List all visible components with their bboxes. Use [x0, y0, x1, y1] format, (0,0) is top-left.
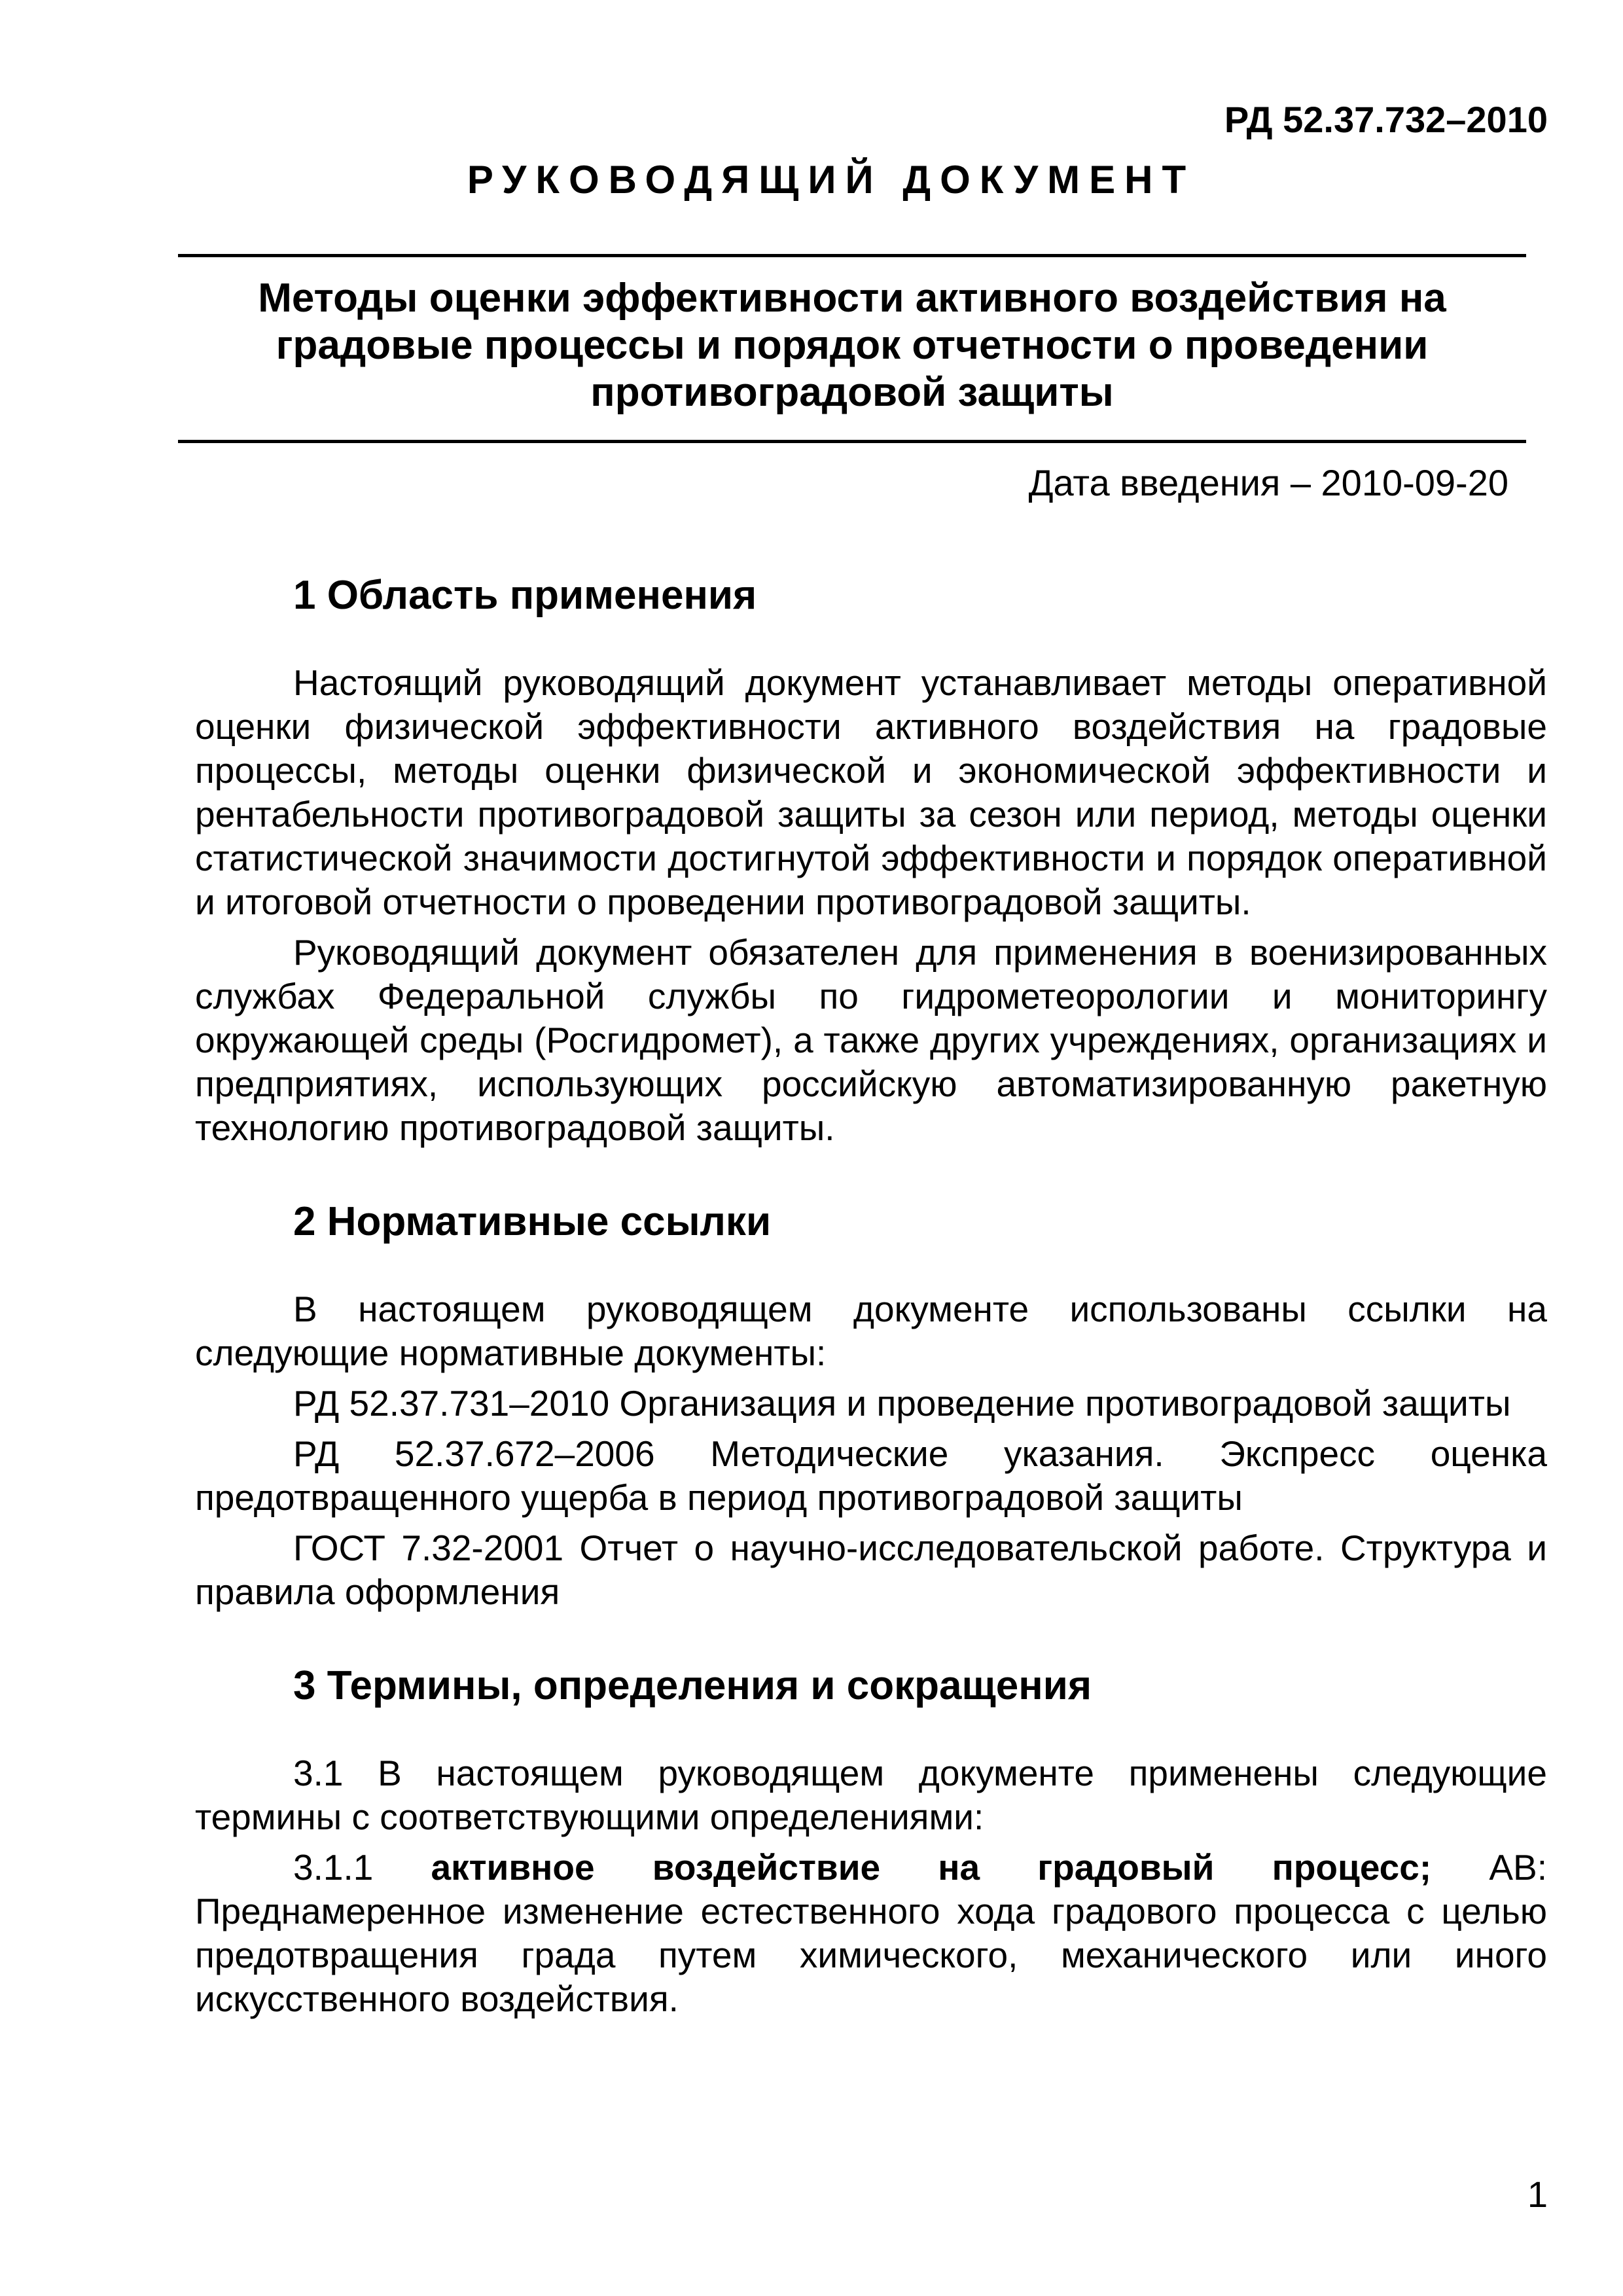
- term-definition-text: Преднамеренное изменение естественного хода градового процесса с целью предотвращения града путем химического, механического или иного искусственного воздействия.: [195, 1891, 1547, 2019]
- document-type: РУКОВОДЯЩИЙ ДОКУМЕНТ: [467, 158, 1196, 202]
- reference-item: ГОСТ 7.32-2001 Отчет о научно-исследовательской работе. Структура и правила оформления: [195, 1528, 1547, 1612]
- term-definition: [195, 1846, 1547, 2021]
- title-line: Методы оценки эффективности активного воздействия на: [258, 276, 1446, 321]
- section-heading-references: 2 Нормативные ссылки: [293, 1199, 772, 1244]
- scope-paragraph-1: Настоящий руководящий документ устанавливает методы оперативной оценки физической эффективности активного воздействия на градовые процессы, методы оценки физической и экономической эффективности и рентабельности противоградовой защиты за сезон или период, методы оценки статистической значимости достигнутой эффективности и порядок оперативной и итоговой отчетности о проведении противоградовой защиты.: [195, 662, 1547, 922]
- document-title: [178, 275, 1526, 416]
- scope-paragraph-2: Руководящий документ обязателен для применения в военизированных службах Федеральной службы по гидрометеорологии и мониторингу окружающей среды (Росгидромет), а также других учреждениях, организациях и предприятиях, использующих российскую автоматизированную ракетную технологию противоградовой защиты.: [195, 932, 1547, 1148]
- title-bottom-rule: [178, 440, 1526, 443]
- reference-item: РД 52.37.672–2006 Методические указания. Экспресс оценка предотвращенного ущерба в период противоградовой защиты: [195, 1433, 1547, 1518]
- page-number: 1: [1527, 2174, 1548, 2215]
- document-body: [195, 569, 1547, 2021]
- title-line: градовые процессы и порядок отчетности о проведении: [276, 323, 1429, 368]
- document-code: РД 52.37.732–2010: [1224, 99, 1548, 140]
- reference-item: РД 52.37.731–2010 Организация и проведение противоградовой защиты: [293, 1383, 1511, 1424]
- references-intro: В настоящем руководящем документе использованы ссылки на следующие нормативные документы:: [195, 1289, 1547, 1373]
- section-heading-terms: 3 Термины, определения и сокращения: [293, 1663, 1092, 1708]
- term-abbreviation: АВ:: [1489, 1847, 1548, 1888]
- title-line: противоградовой защиты: [590, 370, 1114, 415]
- terms-intro: 3.1 В настоящем руководящем документе применены следующие термины с соответствующими определениями:: [195, 1753, 1547, 1837]
- title-top-rule: [178, 254, 1526, 257]
- term-number: 3.1.1: [293, 1847, 374, 1888]
- section-heading-scope: 1 Область применения: [293, 573, 757, 618]
- term-name: активное воздействие на градовый процесс;: [431, 1847, 1432, 1888]
- introduction-date: Дата введения – 2010-09-20: [1028, 462, 1508, 503]
